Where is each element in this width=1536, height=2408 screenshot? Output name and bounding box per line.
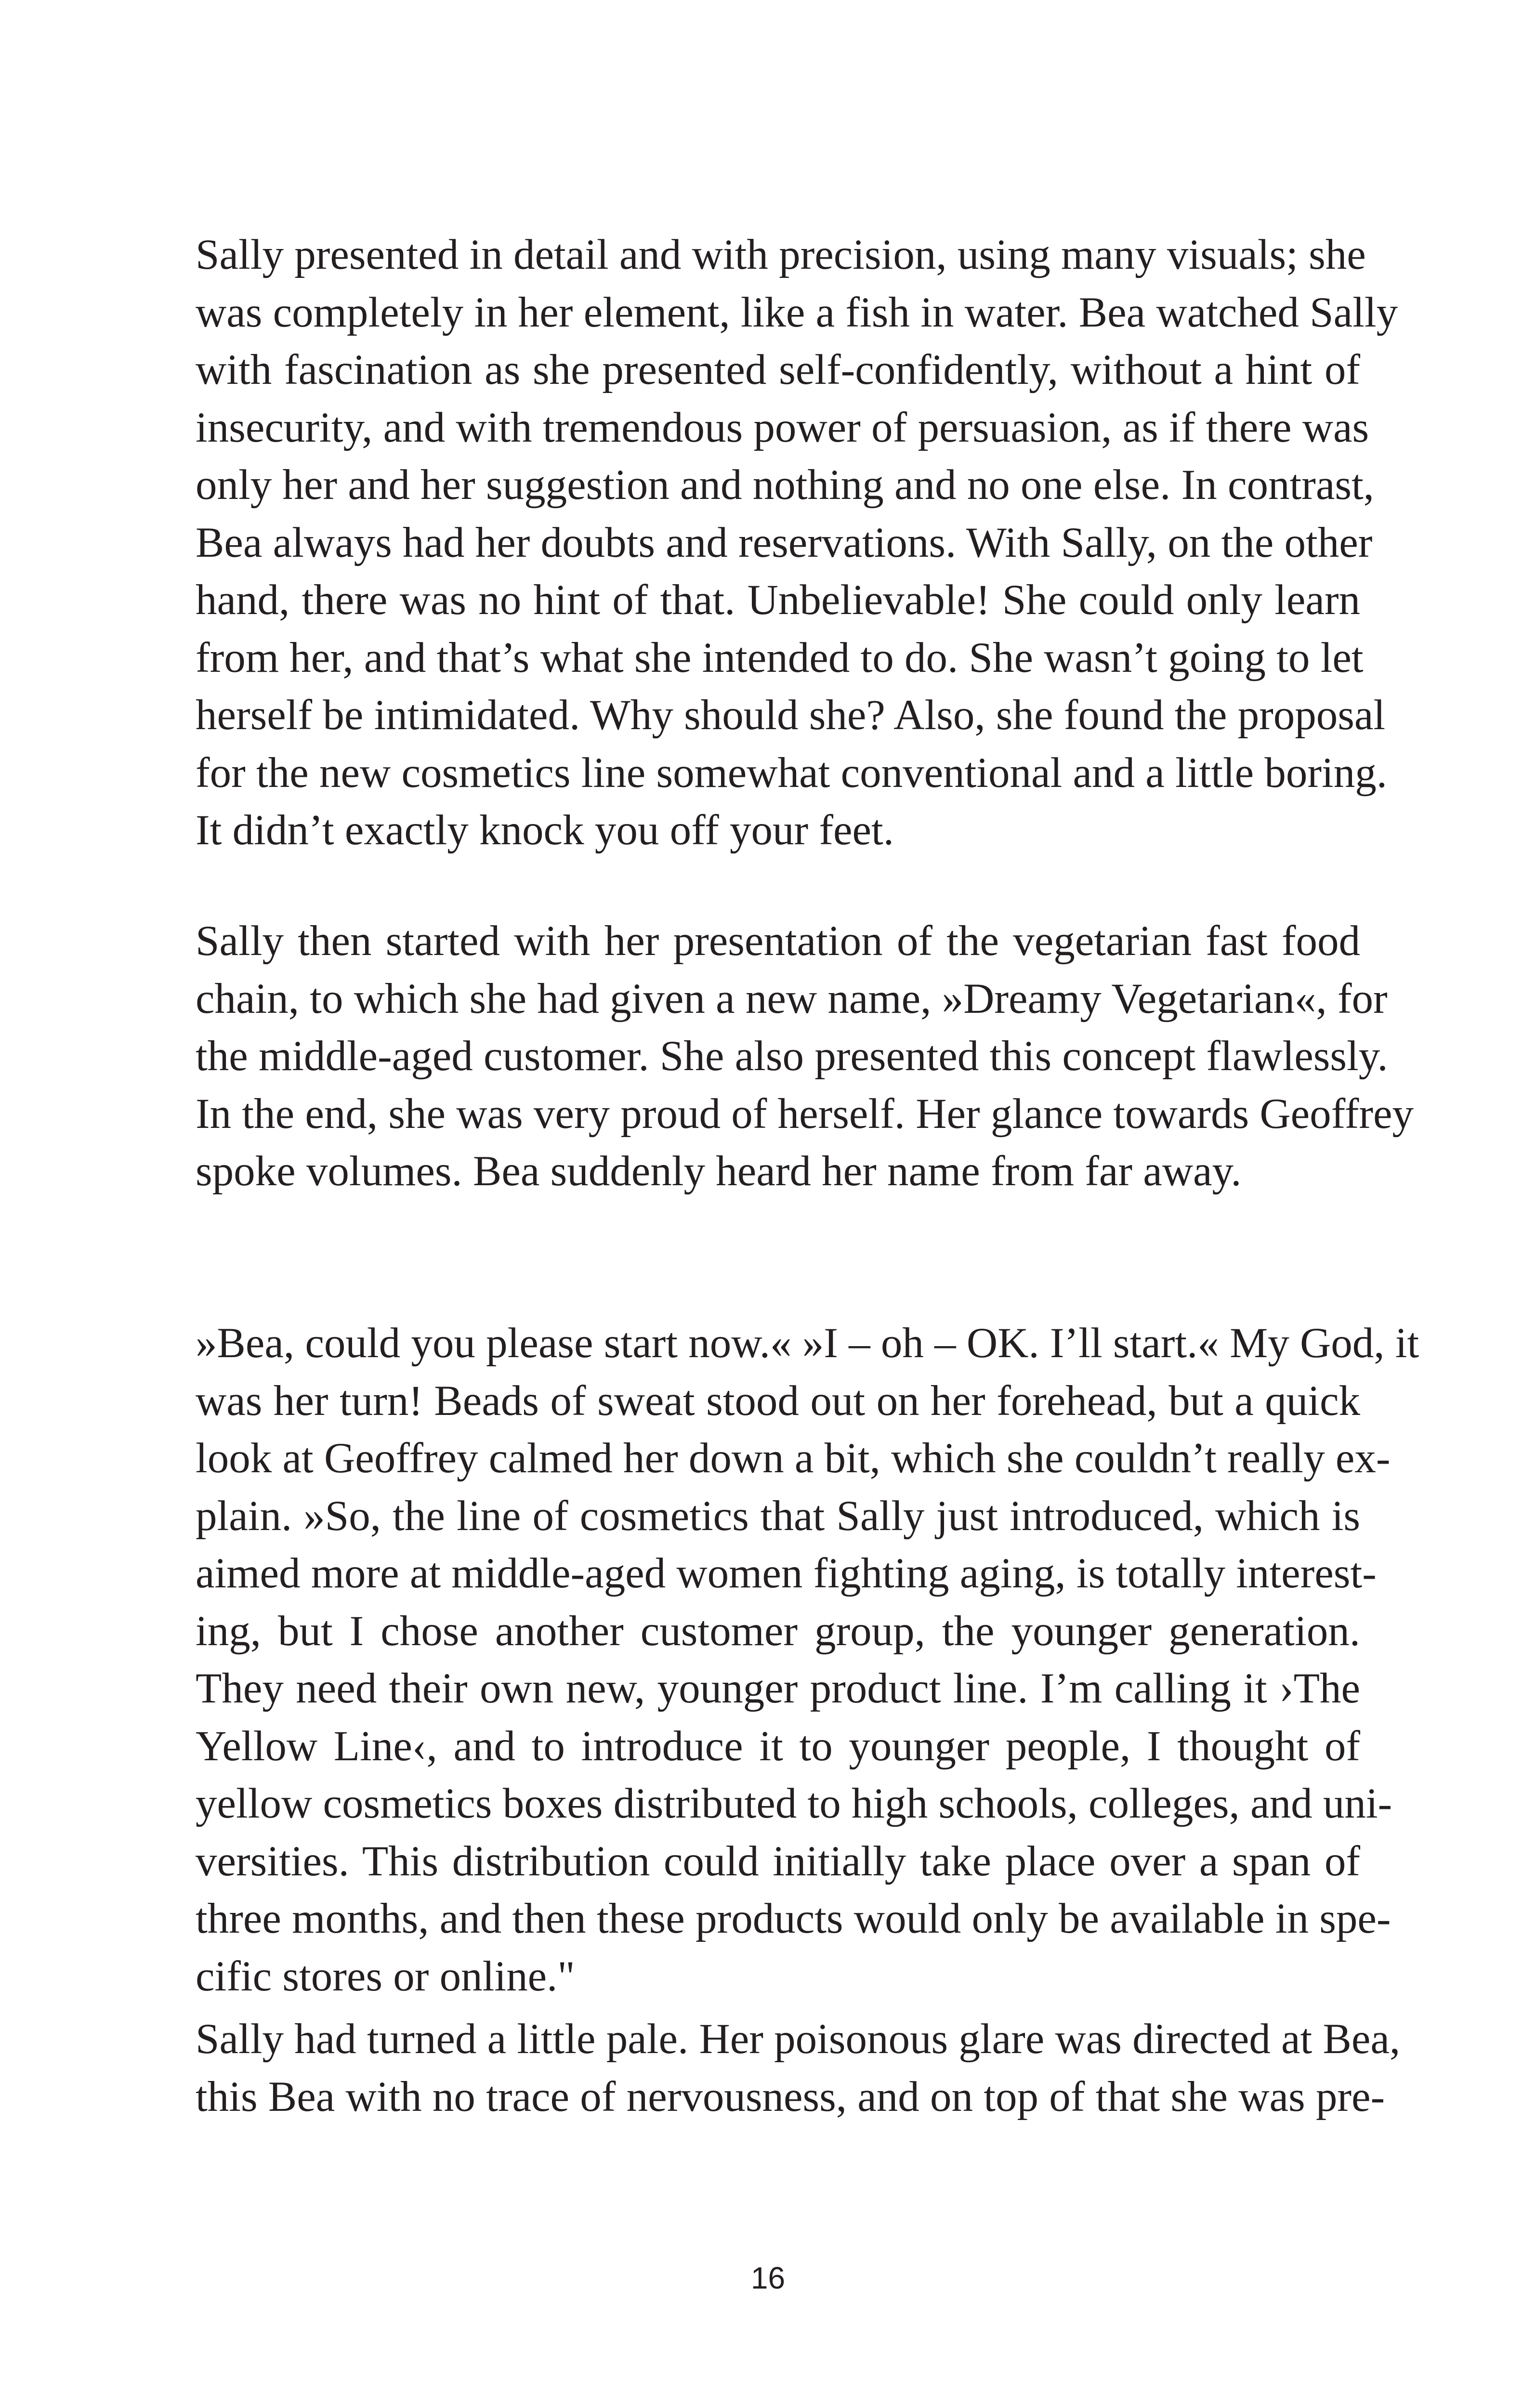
text-line: only her and her suggestion and nothing and no one else. In contrast,	[196, 461, 1374, 509]
text-line: this Bea with no trace of nervousness, and on top of that she was pre-	[196, 2073, 1385, 2120]
text-line: versities. This distribution could initially take place over a span of	[196, 1837, 1360, 1885]
text-line: They need their own new, younger product line. I’m calling it ›The	[196, 1665, 1360, 1712]
text-line: Sally presented in detail and with precision, using many visuals; she	[196, 231, 1366, 278]
text-line: was her turn! Beads of sweat stood out on her forehead, but a quick	[196, 1377, 1360, 1425]
text-line: spoke volumes. Bea suddenly heard her name from far away.	[196, 1148, 1242, 1195]
text-line: yellow cosmetics boxes distributed to high schools, colleges, and uni-	[196, 1780, 1392, 1827]
text-line: Sally then started with her presentation of the vegetarian fast food	[196, 917, 1360, 965]
text-line: »Bea, could you please start now.« »I – oh – OK. I’ll start.« My God, it	[196, 1320, 1419, 1367]
text-line: from her, and that’s what she intended to do. She wasn’t going to let	[196, 634, 1364, 681]
text-line: hand, there was no hint of that. Unbelievable! She could only learn	[196, 576, 1360, 624]
text-line: In the end, she was very proud of herself. Her glance towards Geoffrey	[196, 1090, 1414, 1138]
paragraph-3	[196, 1315, 1419, 2005]
paragraph-2	[196, 913, 1414, 1201]
page-number: 16	[750, 2261, 786, 2295]
paragraph-1	[196, 226, 1398, 860]
text-line: was completely in her element, like a fish in water. Bea watched Sally	[196, 288, 1398, 336]
paragraph-4	[196, 2011, 1401, 2126]
text-line: three months, and then these products would only be available in spe-	[196, 1895, 1391, 1942]
text-line: Yellow Line‹, and to introduce it to younger people, I thought of	[196, 1722, 1360, 1770]
text-line: chain, to which she had given a new name, »Dreamy Vegetarian«, for	[196, 975, 1388, 1022]
text-line: herself be intimidated. Why should she? Also, she found the proposal	[196, 692, 1386, 739]
text-line: look at Geoffrey calmed her down a bit, which she couldn’t really ex-	[196, 1435, 1391, 1482]
text-line: insecurity, and with tremendous power of persuasion, as if there was	[196, 404, 1369, 451]
text-line: aimed more at middle-aged women fighting aging, is totally interest-	[196, 1550, 1377, 1597]
text-line: ing, but I chose another customer group, the younger generation.	[196, 1607, 1360, 1655]
text-line: with fascination as she presented self-confidently, without a hint of	[196, 346, 1360, 393]
text-line: for the new cosmetics line somewhat conventional and a little boring.	[196, 749, 1388, 797]
text-line: cific stores or online."	[196, 1952, 575, 2000]
text-line: plain. »So, the line of cosmetics that Sally just introduced, which is	[196, 1492, 1360, 1540]
text-line: It didn’t exactly knock you off your feet.	[196, 807, 894, 854]
text-line: Bea always had her doubts and reservations. With Sally, on the other	[196, 519, 1373, 566]
text-line: the middle-aged customer. She also presented this concept flawlessly.	[196, 1033, 1388, 1080]
text-line: Sally had turned a little pale. Her poisonous glare was directed at Bea,	[196, 2015, 1401, 2063]
